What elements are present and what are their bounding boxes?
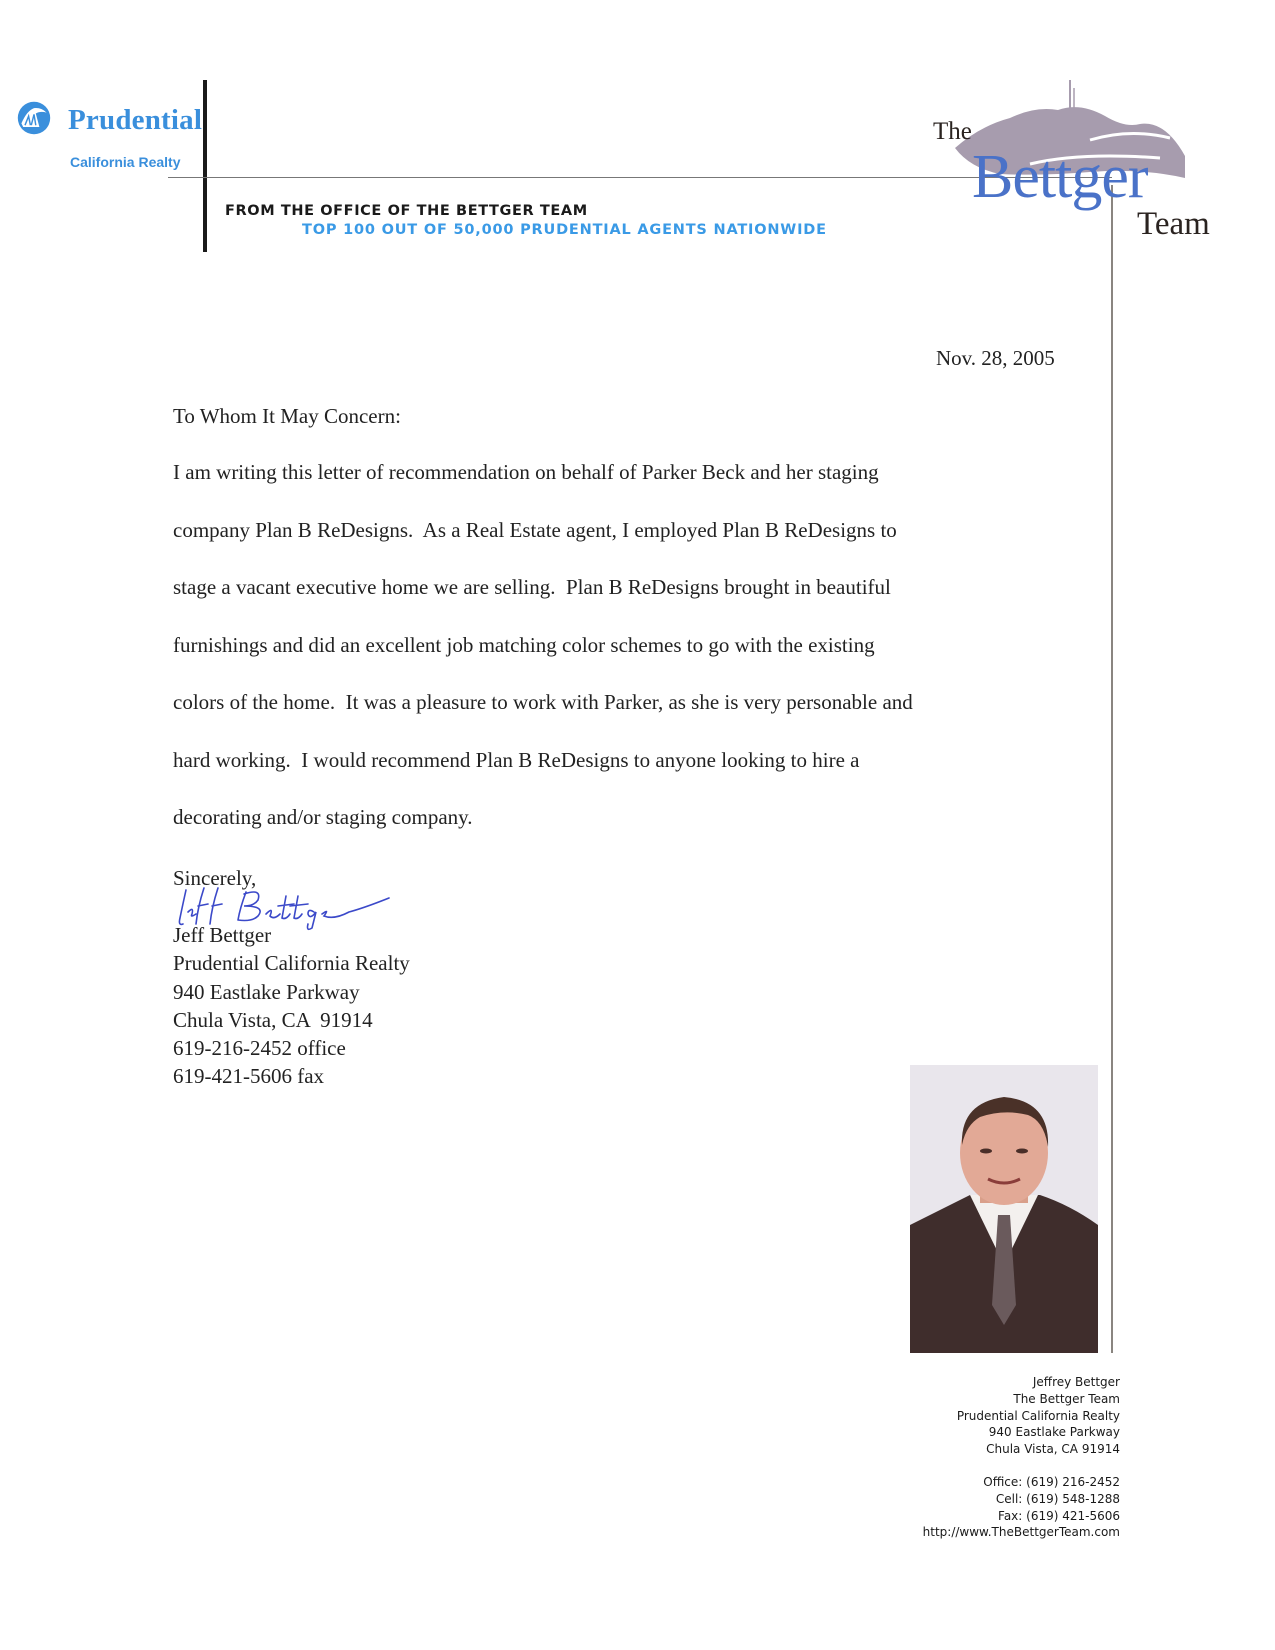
office-heading: FROM THE OFFICE OF THE BETTGER TEAM <box>225 203 588 219</box>
agent-photo <box>910 1065 1098 1353</box>
salutation: To Whom It May Concern: <box>173 404 401 428</box>
card-city: Chula Vista, CA 91914 <box>986 1442 1120 1457</box>
card-name: Jeffrey Bettger <box>1032 1375 1120 1389</box>
signer-fax: 619-421-5606 fax <box>173 1064 325 1089</box>
body-line: hard working. I would recommend Plan B ReDesigns to anyone looking to hire a <box>173 747 860 772</box>
signer-address: 940 Eastlake Parkway <box>173 979 360 1004</box>
letter-body <box>173 460 1083 863</box>
body-line: furnishings and did an excellent job matching color schemes to go with the existing <box>173 632 875 657</box>
team-logo-team: Team <box>1137 206 1210 242</box>
signer-company: Prudential California Realty <box>173 951 410 976</box>
card-fax: Fax: (619) 421-5606 <box>998 1508 1120 1523</box>
signer-name: Jeff Bettger <box>173 923 272 947</box>
brand-name: Prudential <box>68 104 203 136</box>
letter-date: Nov. 28, 2005 <box>936 346 1055 370</box>
body-line: I am writing this letter of recommendation on behalf of Parker Beck and her staging <box>173 460 879 484</box>
card-company: Prudential California Realty <box>956 1408 1120 1423</box>
signature-block <box>173 921 410 1091</box>
body-line: colors of the home. It was a pleasure to work with Parker, as she is very personable and <box>173 690 913 714</box>
portrait-icon <box>910 1065 1098 1353</box>
card-website-link[interactable]: http://www.TheBettgerTeam.com <box>922 1525 1120 1540</box>
body-line: stage a vacant executive home we are selling. Plan B ReDesigns brought in beautiful <box>173 575 891 599</box>
tagline: TOP 100 OUT OF 50,000 PRUDENTIAL AGENTS NATIONWIDE <box>302 222 827 238</box>
team-logo-the: The <box>933 118 972 145</box>
body-line: company Plan B ReDesigns. As a Real Estate agent, I employed Plan B ReDesigns to <box>173 517 897 542</box>
signer-city: Chula Vista, CA 91914 <box>173 1007 373 1032</box>
header-divider-vertical <box>203 80 207 252</box>
brand-subtitle: California Realty <box>70 154 181 170</box>
card-team: The Bettger Team <box>1013 1391 1120 1406</box>
closing: Sincerely, <box>173 866 257 890</box>
card-cell-phone: Cell: (619) 548-1288 <box>995 1491 1120 1506</box>
margin-rule-vertical <box>1111 185 1113 1353</box>
signer-office-phone: 619-216-2452 office <box>173 1036 346 1061</box>
card-address: 940 Eastlake Parkway <box>988 1425 1120 1440</box>
prudential-rock-logo-icon <box>16 100 52 136</box>
team-logo-name: Bettger <box>972 143 1148 211</box>
card-office-phone: Office: (619) 216-2452 <box>983 1474 1120 1489</box>
agent-card <box>880 1374 1120 1541</box>
body-line: decorating and/or staging company. <box>173 805 473 829</box>
